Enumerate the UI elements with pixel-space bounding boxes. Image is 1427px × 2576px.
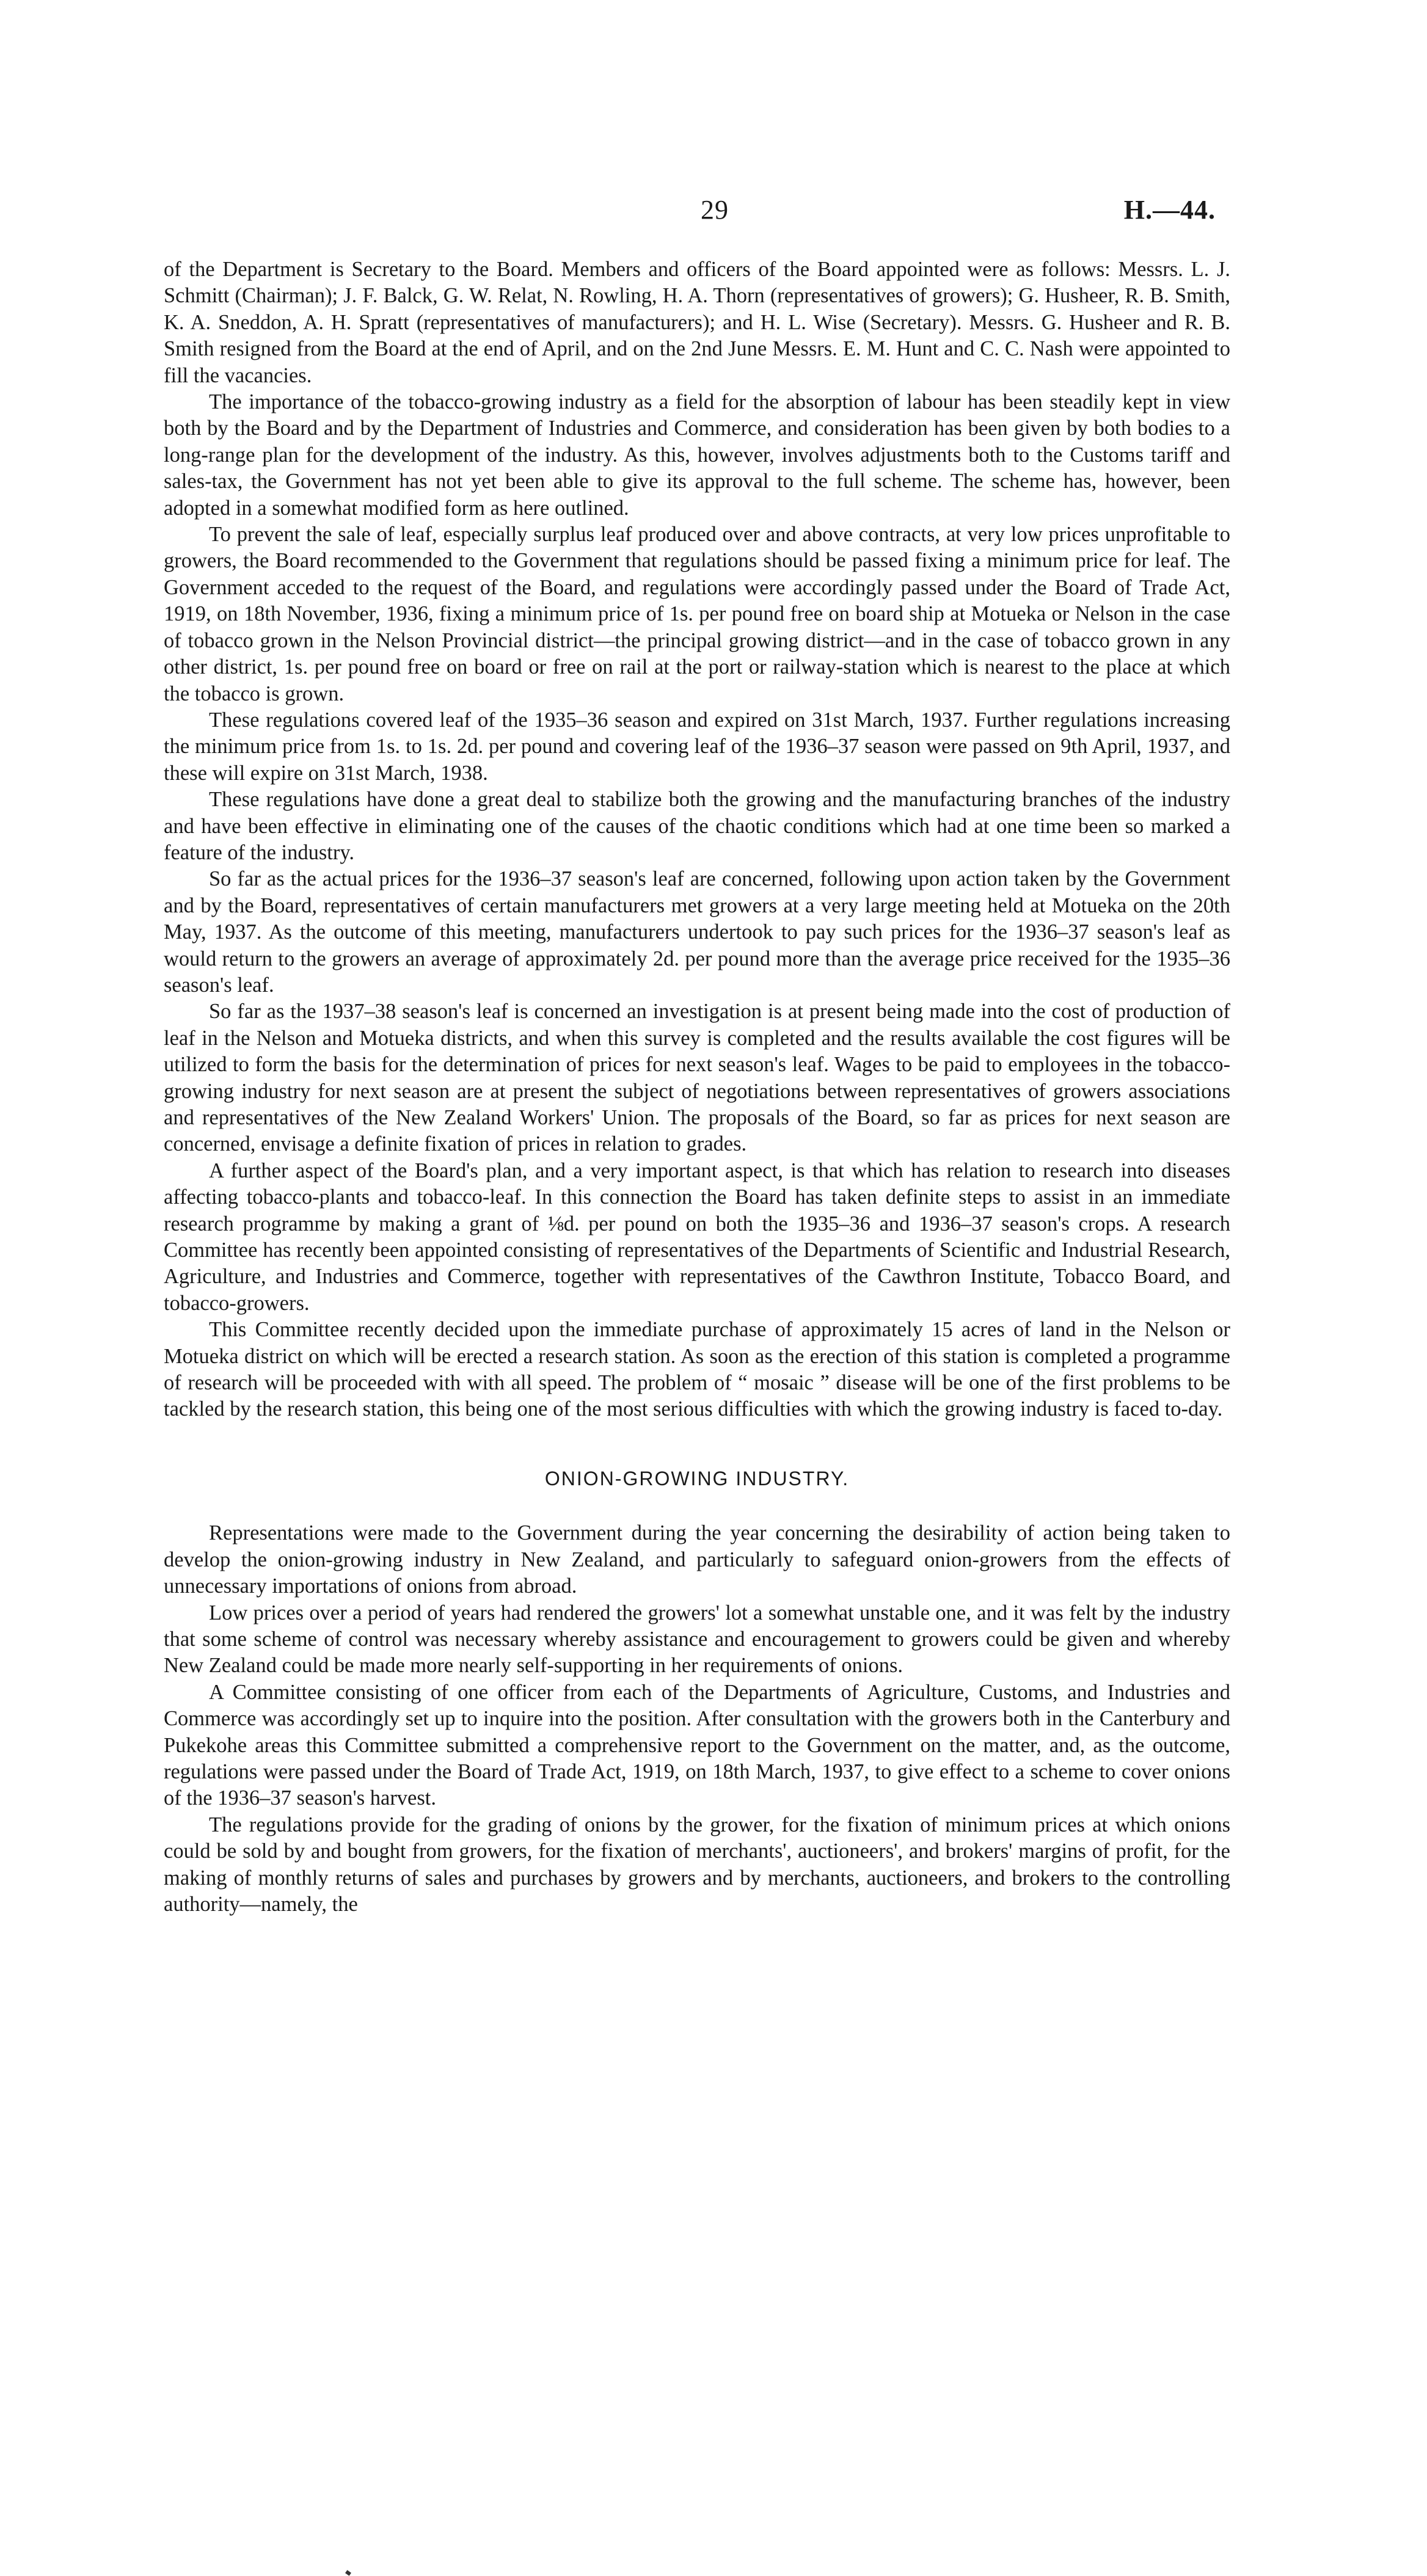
- paragraph: Representations were made to the Government during the year concerning the desirability of action being taken to develop the onion-growing industry in New Zealand, and particularly to safeguard onion-growers from the effects of unnecessary importations of onions from abroad.: [164, 1521, 1230, 1598]
- paragraph: These regulations have done a great deal to stabilize both the growing and the manufacturing branches of the industry and have been effective in eliminating one of the causes of the chaotic conditions which had at one time been so marked a feature of the industry.: [164, 788, 1230, 864]
- page-number: 29: [701, 195, 729, 225]
- ink-mark: [345, 2570, 351, 2576]
- paragraph: The regulations provide for the grading of onions by the grower, for the fixation of minimum prices at which onions could be sold by and bought from growers, for the fixation of merchants', auctioneers', and brokers' margins of profit, for the making of monthly returns of sales and purchases by growers and by merchants, auctioneers, and brokers to the controlling authority—namely, the: [164, 1813, 1230, 1916]
- paragraph: The importance of the tobacco-growing industry as a field for the absorption of labour has been steadily kept in view both by the Board and by the Department of Industries and Commerce, and consideration has been given by both bodies to a long-range plan for the development of the industry. As this, however, involves adjustments both to the Customs tariff and sales-tax, the Government has not yet been able to give its approval to the full scheme. The scheme has, however, been adopted in a somewhat modified form as here outlined.: [164, 390, 1230, 520]
- paragraph: A Committee consisting of one officer from each of the Departments of Agriculture, Customs, and Industries and Commerce was accordingly set up to inquire into the position. After consultation with the growers both in the Canterbury and Pukekohe areas this Committee submitted a comprehensive report to the Government on the matter, and, as the outcome, regulations were passed under the Board of Trade Act, 1919, on 18th March, 1937, to give effect to a scheme to cover onions of the 1936–37 season's harvest.: [164, 1680, 1230, 1810]
- paragraph: A further aspect of the Board's plan, and a very important aspect, is that which has relation to research into diseases affecting tobacco-plants and tobacco-leaf. In this connection the Board has taken definite steps to assist in an immediate research programme by making a grant of ⅛d. per pound on both the 1935–36 and 1936–37 season's crops. A research Committee has recently been appointed consisting of representatives of the Departments of Scientific and Industrial Research, Agriculture, and Industries and Commerce, together with representatives of the Cawthron Institute, Tobacco Board, and tobacco-growers.: [164, 1159, 1230, 1315]
- section-heading: ONION-GROWING INDUSTRY.: [544, 1467, 850, 1490]
- paragraph: These regulations covered leaf of the 1935–36 season and expired on 31st March, 1937. Further regulations increasing the minimum price from 1s. to 1s. 2d. per pound and covering leaf of the 1936–37 season were passed on 9th April, 1937, and these will expire on 31st March, 1938.: [164, 708, 1230, 785]
- paragraph: This Committee recently decided upon the immediate purchase of approximately 15 acres of land in the Nelson or Motueka district on which will be erected a research station. As soon as the erection of this station is completed a programme of research will be proceeded with with all speed. The problem of “ mosaic ” disease will be one of the first problems to be tackled by the research station, this being one of the most serious difficulties with which the growing industry is faced to-day.: [164, 1318, 1230, 1421]
- paragraph: So far as the actual prices for the 1936–37 season's leaf are concerned, following upon action taken by the Government and by the Board, representatives of certain manufacturers met growers at a very large meeting held at Motueka on the 20th May, 1937. As the outcome of this meeting, manufacturers undertook to pay such prices for the 1936–37 season's leaf as would return to the growers an average of approximately 2d. per pound more than the average price received for the 1935–36 season's leaf.: [164, 867, 1230, 997]
- paragraph: of the Department is Secretary to the Board. Members and officers of the Board appointed were as follows: Messrs. L. J. Schmitt (Chairman); J. F. Balck, G. W. Relat, N. Rowling, H. A. Thorn (representatives of growers); G. Husheer, R. B. Smith, K. A. Sneddon, A. H. Spratt (representatives of manufacturers); and H. L. Wise (Secretary). Messrs. G. Husheer and R. B. Smith resigned from the Board at the end of April, and on the 2nd June Messrs. E. M. Hunt and C. C. Nash were appointed to fill the vacancies.: [164, 258, 1230, 387]
- body-text: [164, 257, 1230, 1918]
- paragraph: Low prices over a period of years had rendered the growers' lot a somewhat unstable one, and it was felt by the industry that some scheme of control was necessary whereby assistance and encouragement to growers could be given and whereby New Zealand could be made more nearly self-supporting in her requirements of onions.: [164, 1601, 1230, 1678]
- paragraph: To prevent the sale of leaf, especially surplus leaf produced over and above contracts, at very low prices unprofitable to growers, the Board recommended to the Government that regulations should be passed fixing a minimum price for leaf. The Government acceded to the request of the Board, and regulations were accordingly passed under the Board of Trade Act, 1919, on 18th November, 1936, fixing a minimum price of 1s. per pound free on board ship at Motueka or Nelson in the case of tobacco grown in the Nelson Provincial district—the principal growing district—and in the case of tobacco grown in any other district, 1s. per pound free on board or free on rail at the port or railway-station which is nearest to the place at which the tobacco is grown.: [164, 523, 1230, 705]
- paragraph: So far as the 1937–38 season's leaf is concerned an investigation is at present being made into the cost of production of leaf in the Nelson and Motueka districts, and when this survey is completed and the results available the cost figures will be utilized to form the basis for the determination of prices for next season's leaf. Wages to be paid to employees in the tobacco-growing industry for next season are at present the subject of negotiations between representatives of growers associations and representatives of the New Zealand Workers' Union. The proposals of the Board, so far as prices for next season are concerned, envisage a definite fixation of prices in relation to grades.: [164, 1000, 1230, 1156]
- document-reference: H.—44.: [1123, 195, 1216, 225]
